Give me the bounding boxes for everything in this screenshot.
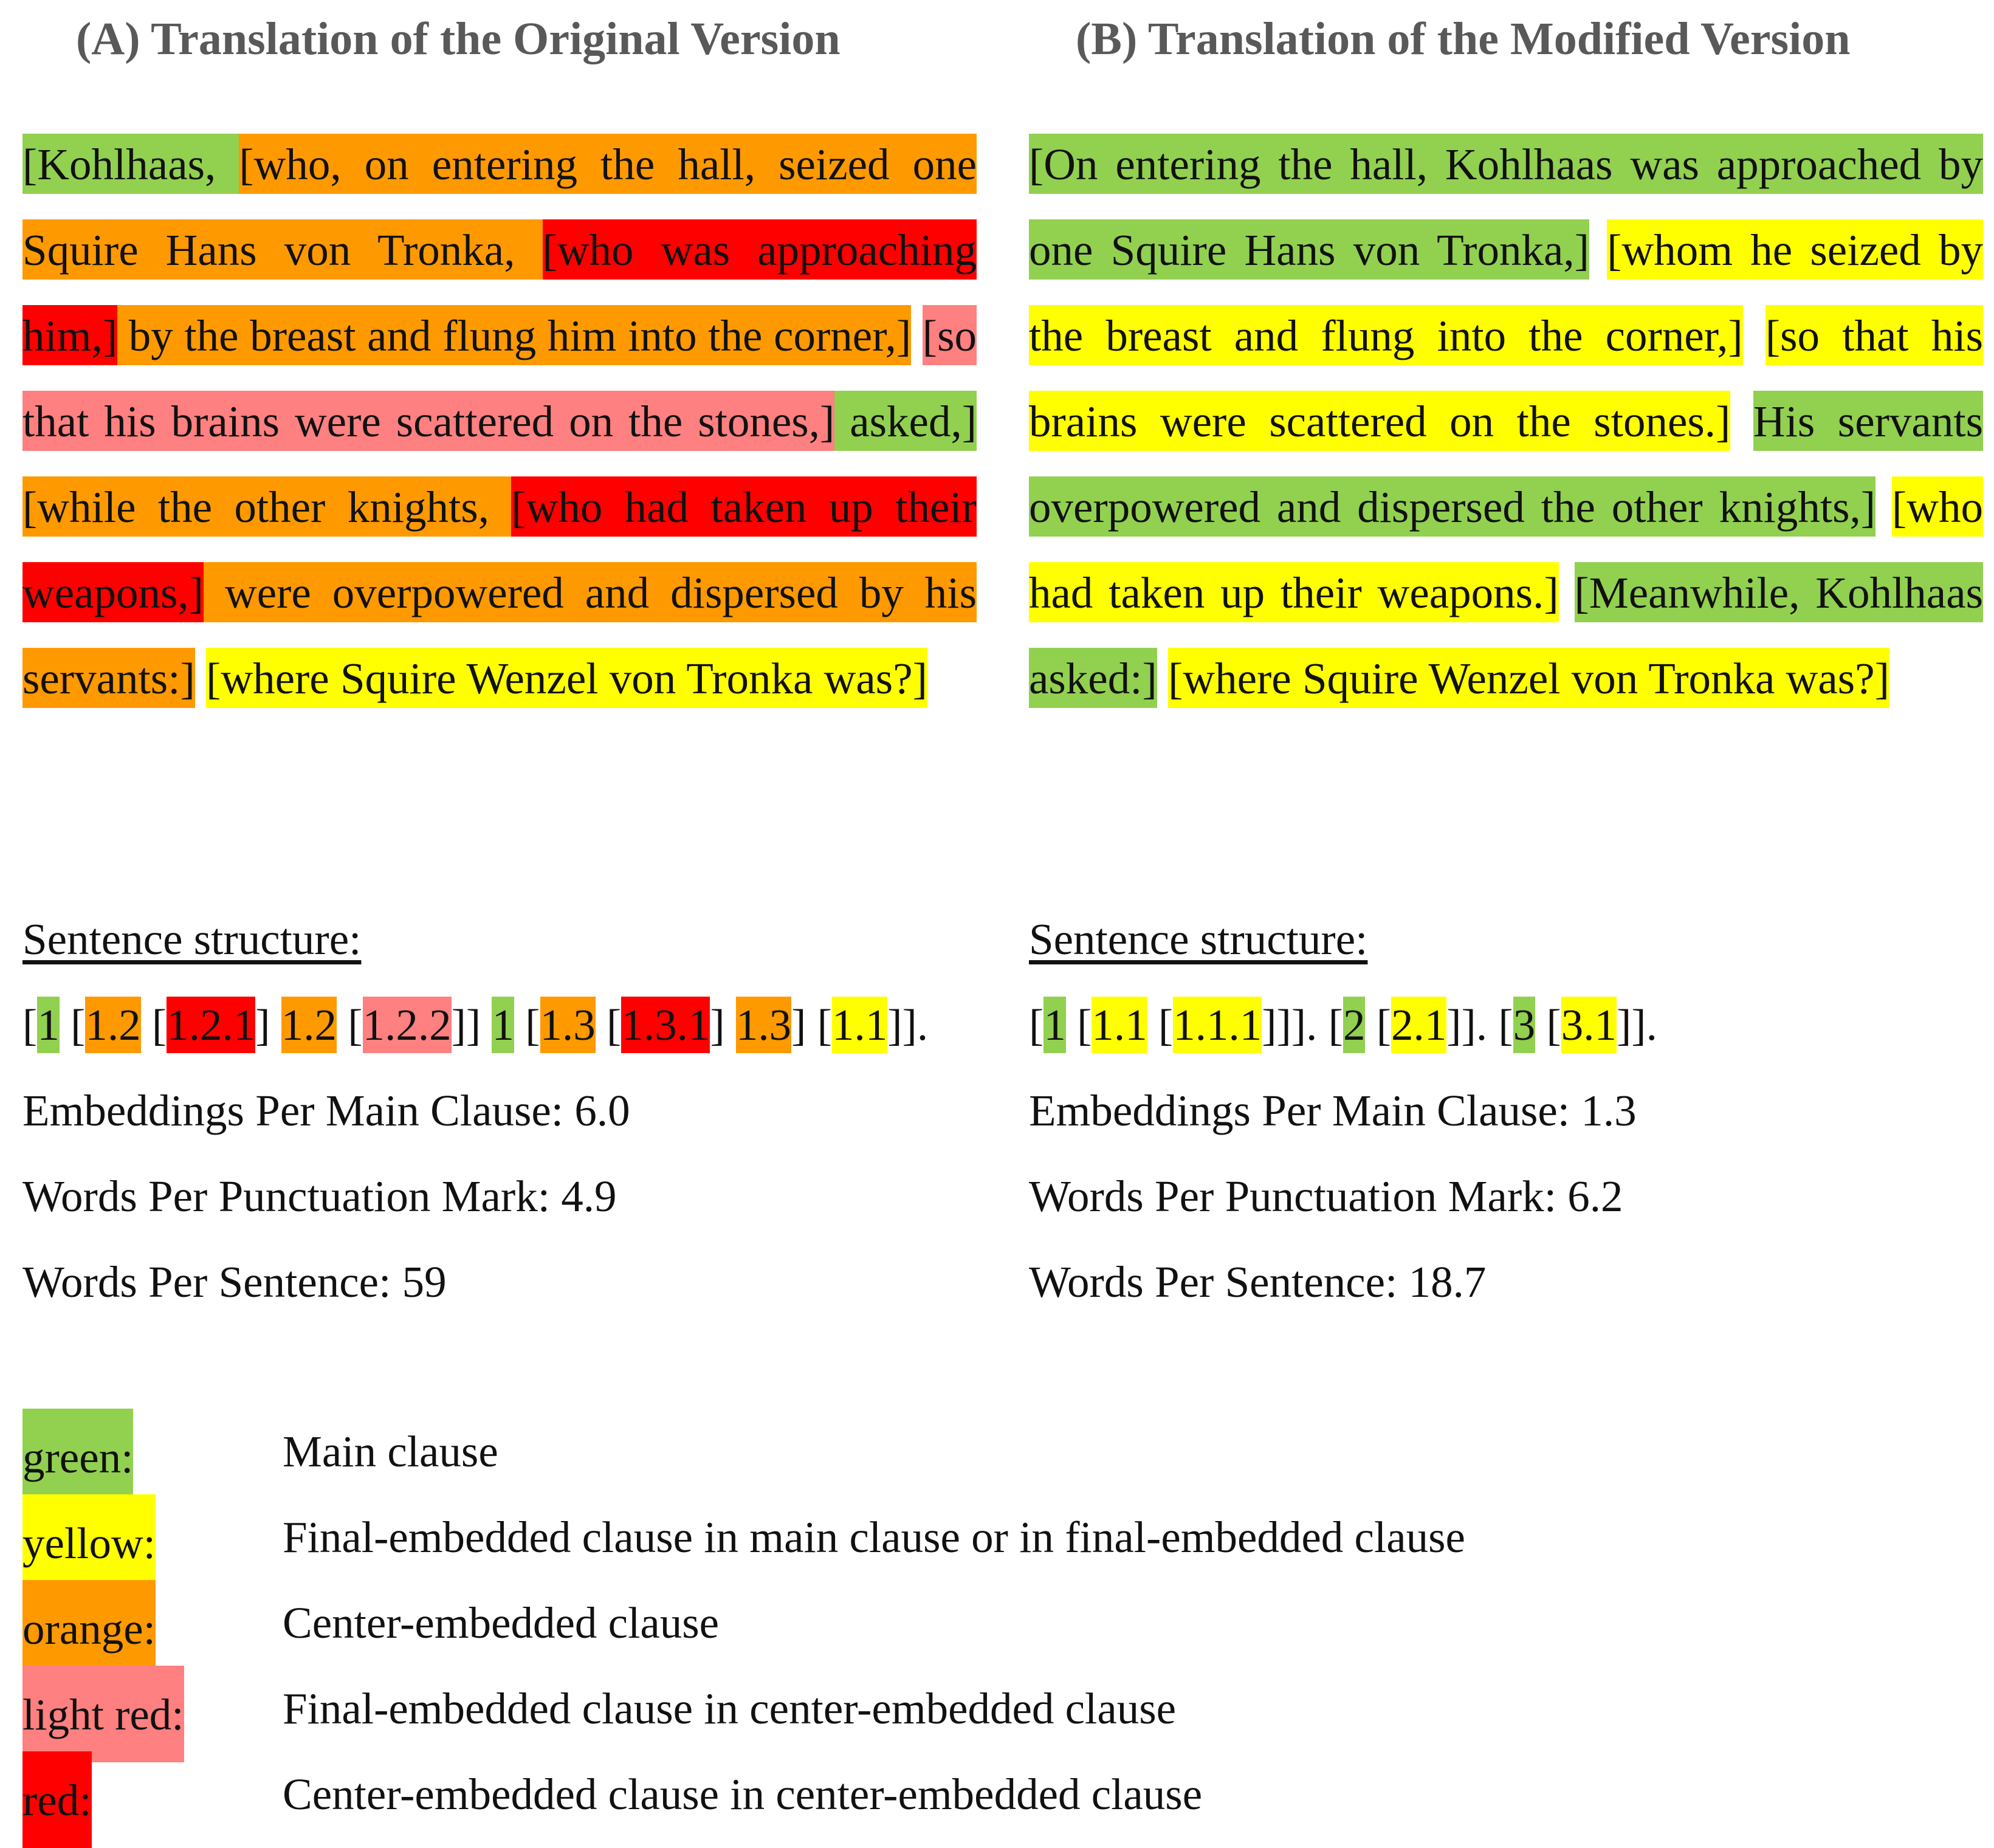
words-per-sentence: Words Per Sentence: 18.7 (1029, 1257, 1487, 1307)
sentence-structure-heading: Sentence structure: (1029, 915, 1368, 964)
title-original-version: (A) Translation of the Original Version (76, 13, 841, 64)
bracket-text: [ (140, 1000, 167, 1049)
bracket-text: ]]]. [ (1262, 1000, 1343, 1049)
words-per-sentence: Words Per Sentence: 59 (22, 1257, 447, 1307)
passage-modified (1029, 122, 1983, 721)
clause-sequence (1029, 982, 1657, 1068)
bracket-text: [ (1147, 1000, 1174, 1049)
clause-code: 1.1.1 (1173, 997, 1262, 1053)
legend-key: green: (22, 1409, 133, 1505)
embeddings-per-main-clause: Embeddings Per Main Clause: 1.3 (1029, 1086, 1637, 1135)
bracket-text: [ (1365, 1000, 1391, 1049)
bracket-text: [ (337, 1000, 363, 1049)
clause-code: 1.1 (1092, 997, 1147, 1053)
words-per-punctuation-mark: Words Per Punctuation Mark: 4.9 (22, 1172, 617, 1221)
clause-main: [On entering the hall, Kohlhaas was approached by one Squire Hans von Tronka,] (1029, 134, 1983, 280)
passage-original (22, 122, 977, 721)
clause-code: 1 (1043, 997, 1066, 1053)
clause-main: asked,] (834, 391, 977, 451)
clause-code: 1.1 (832, 997, 887, 1053)
clause-center-in-center: [who was approaching him,] (22, 219, 977, 365)
legend-key: light red: (22, 1666, 184, 1762)
clause-code: 1.3.1 (621, 997, 710, 1053)
clause-sequence (22, 982, 928, 1068)
clause-final-in-center: [so that his brains were scattered on the stones,] (22, 305, 977, 451)
legend-key: red: (22, 1751, 92, 1848)
clause-code: 2 (1343, 997, 1366, 1053)
bracket-text: ] (255, 1000, 281, 1049)
words-per-punctuation-mark: Words Per Punctuation Mark: 6.2 (1029, 1172, 1623, 1221)
legend-description: Center-embedded clause in center-embedded clause (283, 1770, 1203, 1819)
legend-description: Final-embedded clause in center-embedded clause (283, 1684, 1177, 1733)
bracket-text: [ (595, 1000, 622, 1049)
clause-final-embedded: [so that his brains were scattered on the stones.] (1029, 305, 1983, 451)
legend-description: Final-embedded clause in main clause or in final-embedded clause (283, 1513, 1465, 1562)
bracket-text: ]] (451, 1000, 492, 1049)
bracket-text: ]]. (887, 1000, 929, 1049)
bracket-text: ] (710, 1000, 736, 1049)
structure-original (22, 896, 928, 1325)
clause-center-in-center: [who had taken up their weapons,] (22, 476, 977, 622)
bracket-text: ]]. (1617, 1000, 1657, 1049)
clause-code: 1.2.2 (363, 997, 452, 1053)
clause-final-embedded: [who had taken up their weapons.] (1029, 476, 1983, 622)
bracket-text: [ (514, 1000, 540, 1049)
clause-code: 1 (492, 997, 514, 1053)
clause-code: 3.1 (1561, 997, 1617, 1053)
clause-main: [Meanwhile, Kohlhaas asked:] (1029, 562, 1983, 708)
clause-final-embedded: [where Squire Wenzel von Tronka was?] (206, 648, 927, 708)
sentence-structure-heading: Sentence structure: (22, 915, 362, 964)
clause-main: [Kohlhaas, (22, 134, 239, 194)
bracket-text: ] [ (791, 1000, 832, 1049)
bracket-text: [ (1029, 1000, 1044, 1049)
clause-main: His servants overpowered and dispersed the other knights,] (1029, 391, 1983, 537)
clause-code: 1.2 (281, 997, 337, 1053)
bracket-text: [ (22, 1000, 38, 1049)
clause-code: 2.1 (1391, 997, 1446, 1053)
clause-center-embedded: [while the other knights, (22, 476, 511, 537)
clause-code: 1.2 (85, 997, 140, 1053)
clause-code: 1 (37, 997, 60, 1053)
bracket-text: [ (1535, 1000, 1561, 1049)
clause-code: 3 (1513, 997, 1536, 1053)
clause-code: 1.2.1 (167, 997, 255, 1053)
legend-key: yellow: (22, 1494, 156, 1591)
clause-final-embedded: [whom he seized by the breast and flung into the corner,] (1029, 219, 1983, 365)
clause-code: 1.3 (540, 997, 596, 1053)
legend-description: Center-embedded clause (283, 1598, 720, 1647)
legend-key: orange: (22, 1580, 156, 1677)
structure-modified (1029, 896, 1657, 1325)
bracket-text: [ (59, 1000, 86, 1049)
title-modified-version: (B) Translation of the Modified Version (1076, 13, 1851, 64)
bracket-text: ]]. [ (1446, 1000, 1513, 1049)
clause-center-embedded: were overpowered and dispersed by his servants:] (22, 562, 977, 708)
bracket-text: [ (1065, 1000, 1092, 1049)
legend-description: Main clause (283, 1427, 498, 1476)
clause-center-embedded: [who, on entering the hall, seized one Squire Hans von Tronka, (22, 134, 977, 280)
clause-final-embedded: [where Squire Wenzel von Tronka was?] (1168, 648, 1889, 708)
embeddings-per-main-clause: Embeddings Per Main Clause: 6.0 (22, 1086, 630, 1135)
clause-code: 1.3 (736, 997, 791, 1053)
clause-center-embedded: by the breast and flung him into the corner,] (117, 305, 911, 365)
